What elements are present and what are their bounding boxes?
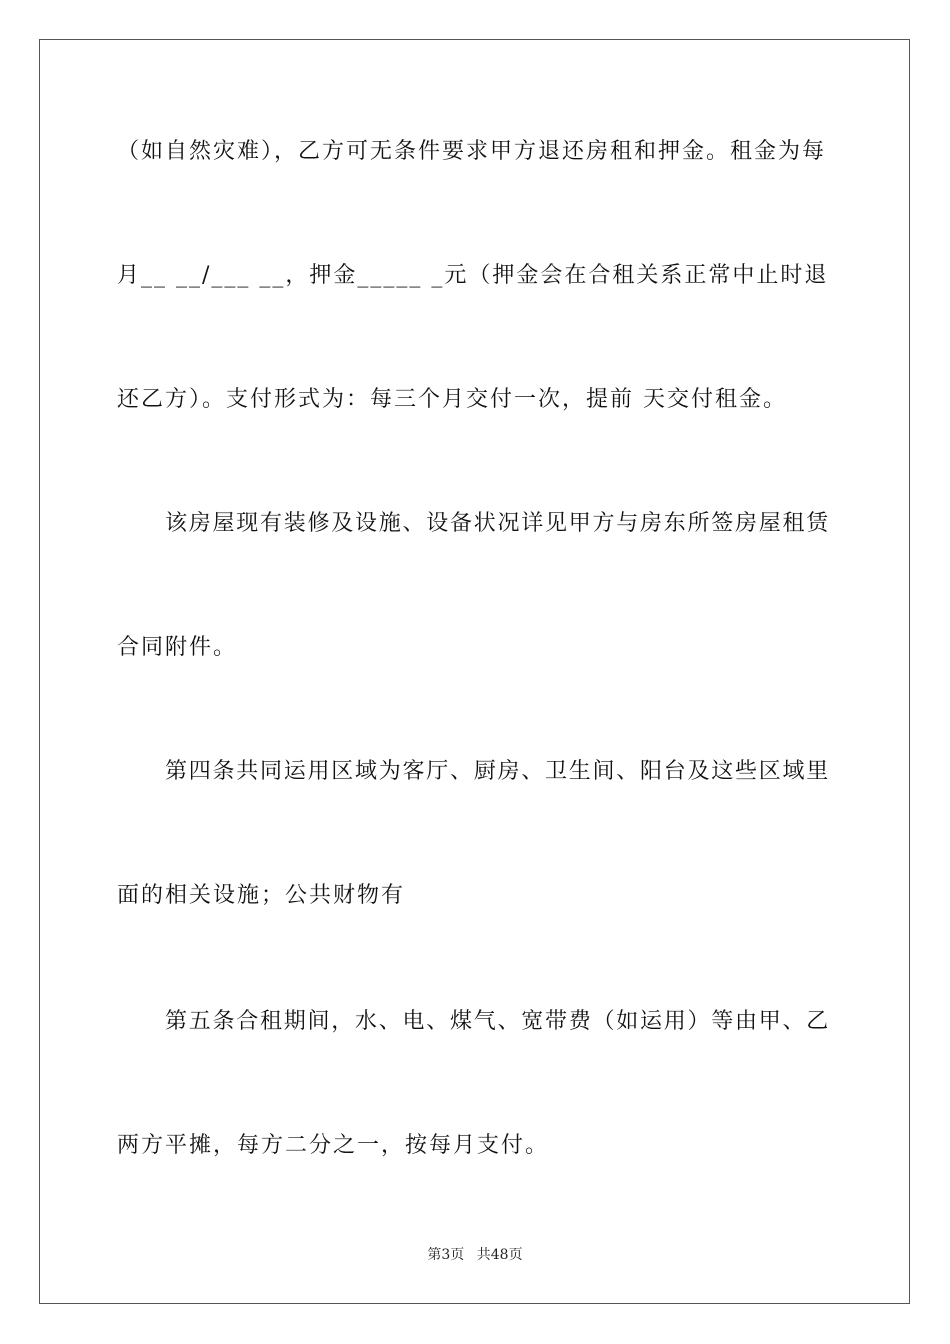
page-total: 共48页 xyxy=(476,1247,523,1263)
paragraph-line-7: 面的相关设施；公共财物有 xyxy=(117,883,406,908)
page-number: 第3页 xyxy=(427,1247,465,1263)
paragraph-line-3: 还乙方）。支付形式为：每三个月交付一次，提前 天交付租金。 xyxy=(117,387,787,412)
paragraph-line-2: 月__ __/___ __，押金_____ _元（押金会在合租关系正常中止时退 xyxy=(117,263,829,288)
paragraph-line-8: 第五条合租期间，水、电、煤气、宽带费（如运用）等由甲、乙 xyxy=(165,1009,831,1034)
page-footer xyxy=(0,1245,950,1265)
paragraph-line-1: （如自然灾难），乙方可无条件要求甲方退还房租和押金。租金为每 xyxy=(117,139,827,164)
paragraph-line-9: 两方平摊，每方二分之一，按每月支付。 xyxy=(117,1133,550,1158)
page-border xyxy=(39,39,910,1304)
paragraph-line-5: 合同附件。 xyxy=(117,635,238,660)
paragraph-line-4: 该房屋现有装修及设施、设备状况详见甲方与房东所签房屋租赁 xyxy=(165,511,831,536)
paragraph-line-6: 第四条共同运用区域为客厅、厨房、卫生间、阳台及这些区域里 xyxy=(165,759,831,784)
